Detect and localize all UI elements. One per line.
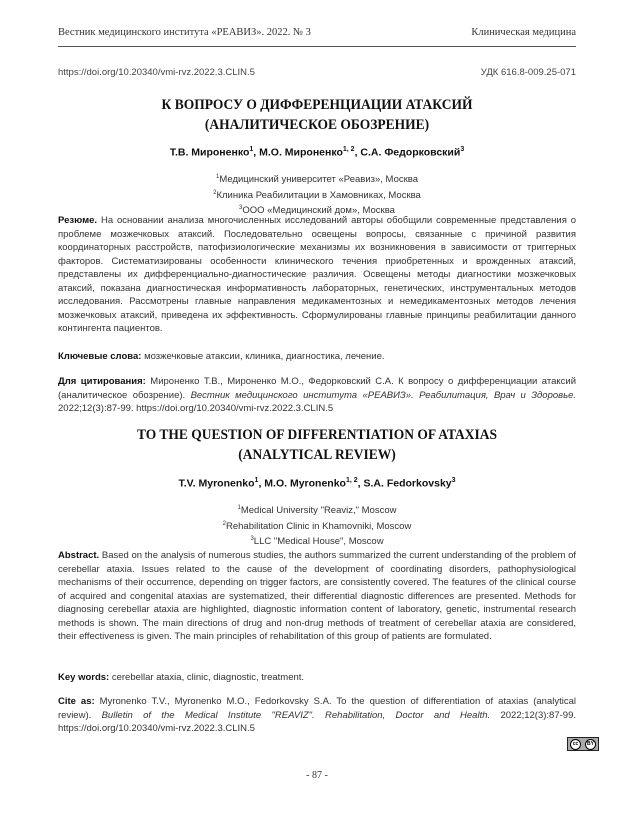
author-separator: , xyxy=(357,477,364,490)
affiliation-text: Rehabilitation Clinic in Khamovniki, Moscow xyxy=(226,520,412,532)
author-separator: , xyxy=(354,146,361,159)
affiliation-text: LLC "Medical House", Moscow xyxy=(253,536,384,548)
ru-keywords xyxy=(58,350,576,364)
author-affiliation-mark: 1, 2 xyxy=(342,146,355,153)
author-separator: , xyxy=(253,146,260,159)
affiliation-mark: 3 xyxy=(239,205,243,212)
author-name: S.A. Fedorkovsky xyxy=(363,477,452,490)
affiliation-text: Medical University "Reaviz," Moscow xyxy=(240,505,397,517)
en-keywords-text: cerebellar ataxia, clinic, diagnostic, treatment. xyxy=(111,672,305,683)
cc-icon: cc xyxy=(570,739,581,750)
en-abstract-text: Based on the analysis of numerous studies, the authors summarized the current understanding of the problem of cerebellar ataxia. Issues related to the cause of the development of coordinating disorders, pathophysiological mechanisms of their occurrence, depending on trigger factors, are consistently covered. The features of the clinical course of acquired and congenital ataxias are systematized, their differential diagnostic differences are presented. Methods for diagnosing cerebellar ataxia are highlighted, diagnostic information content of laboratory, genetic, instrumental research methods is shown. The main directions of drug and non-drug methods of treatment of cerebellar ataxia are considered, their effectiveness is given. The main principles of rehabilitation of this group of patients are formulated. xyxy=(58,550,576,642)
doi-link[interactable]: https://doi.org/10.20340/vmi-rvz.2022.3.CLIN.5 xyxy=(58,67,255,78)
en-title xyxy=(84,425,550,465)
ru-abstract-label: Резюме. xyxy=(58,215,98,226)
affiliation-mark: 1 xyxy=(237,505,241,511)
en-affiliations xyxy=(58,502,576,549)
affiliation-mark: 2 xyxy=(222,520,226,527)
article-meta xyxy=(58,67,576,78)
author-name: Т.В. Мироненко xyxy=(169,146,250,159)
en-cite-journal: Bulletin of the Medical Institute "REAVIZ". Rehabilitation, Doctor and Health. xyxy=(101,709,491,721)
affiliation-text: Клиника Реабилитации в Хамовниках, Москва xyxy=(216,189,421,201)
ru-title-line: К ВОПРОСУ О ДИФФЕРЕНЦИАЦИИ АТАКСИЙ xyxy=(161,97,473,113)
affiliation-text: Медицинский университет «Реавиз», Москва xyxy=(219,174,418,186)
cc-by-license-badge[interactable] xyxy=(567,737,599,751)
en-keywords-label: Key words: xyxy=(58,672,110,683)
ru-cite-journal: Вестник медицинского института «РЕАВИЗ». Реабилитация, Врач и Здоровье. xyxy=(190,389,577,401)
affiliation xyxy=(58,533,576,549)
ru-abstract xyxy=(58,214,576,336)
affiliation xyxy=(58,502,576,518)
en-abstract xyxy=(58,549,576,644)
ru-cite-text: Мироненко Т.В., Мироненко М.О., Федорковский С.А. К вопросу о дифференциации атаксий (аналитическое обозрение). xyxy=(58,376,577,401)
author-name: С.А. Федорковский xyxy=(360,146,461,159)
affiliation-mark: 3 xyxy=(250,536,254,543)
ru-authors xyxy=(58,146,576,159)
ru-keywords-text: мозжечковые атаксии, клиника, диагностика, лечение. xyxy=(144,351,385,362)
en-authors xyxy=(58,477,576,490)
ru-affiliations xyxy=(58,171,576,218)
page-number: - 87 - xyxy=(306,770,328,781)
author-affiliation-mark: 3 xyxy=(451,477,456,484)
header-divider xyxy=(58,46,576,47)
ru-cite-ref: 2022;12(3):87-99. https://doi.org/10.20340/vmi-rvz.2022.3.CLIN.5 xyxy=(58,403,334,414)
ru-abstract-text: На основании анализа многочисленных исследований авторы обобщили современные представления о проблеме мозжечковых атаксий. Последовательно освещены вопросы, связанные с причиной развития координаторных расстройств, патофизиологические механизмы их возникновения в зависимости от триггерных факторов. Систематизированы особенности клинического течения приобретенных и врожденных атаксий, представлены их дифференциально-диагностические различия. Освещены методы диагностики мозжечковых атаксий, показана диагностическая информативность лабораторных, генетических, инструментальных методов исследования. Рассмотрены главные направления медикаментозных и немедикаментозных методов лечения мозжечковых атаксий, приведена их эффективность. Сформулированы главные принципы реабилитации данного контингента пациентов. xyxy=(58,215,577,334)
en-cite-ref: 2022;12(3):87-99. https://doi.org/10.20340/vmi-rvz.2022.3.CLIN.5 xyxy=(58,709,576,734)
running-header xyxy=(58,27,576,38)
author-affiliation-mark: 1 xyxy=(254,477,259,484)
en-cite-label: Cite as: xyxy=(58,696,95,707)
section-name: Клиническая медицина xyxy=(471,27,576,38)
en-abstract-label: Abstract. xyxy=(58,550,100,561)
en-title-line: (ANALYTICAL REVIEW) xyxy=(238,447,396,463)
author-name: М.О. Мироненко xyxy=(259,146,343,159)
ru-title-line: (АНАЛИТИЧЕСКОЕ ОБОЗРЕНИЕ) xyxy=(204,117,430,133)
journal-name: Вестник медицинского института «РЕАВИЗ». 2022. № 3 xyxy=(58,27,311,38)
en-keywords xyxy=(58,671,576,685)
author-affiliation-mark: 3 xyxy=(460,146,465,153)
ru-citation xyxy=(58,375,576,416)
ru-title xyxy=(84,95,550,135)
en-title-line: TO THE QUESTION OF DIFFERENTIATION OF ATAXIAS xyxy=(136,427,498,443)
affiliation xyxy=(58,171,576,187)
ru-keywords-label: Ключевые слова: xyxy=(58,351,142,362)
by-attribution-icon: BY xyxy=(585,739,596,750)
author-name: M.O. Myronenko xyxy=(264,477,346,490)
affiliation xyxy=(58,187,576,203)
ru-cite-label: Для цитирования: xyxy=(58,376,146,387)
affiliation-mark: 2 xyxy=(213,189,217,196)
en-citation xyxy=(58,695,576,736)
author-affiliation-mark: 1 xyxy=(249,146,254,153)
affiliation xyxy=(58,518,576,534)
author-separator: , xyxy=(258,477,265,490)
affiliation-text: ООО «Медицинский дом», Москва xyxy=(242,205,395,217)
udk-code: УДК 616.8-009.25-071 xyxy=(480,67,576,78)
affiliation-mark: 1 xyxy=(216,174,220,180)
author-affiliation-mark: 1, 2 xyxy=(345,477,358,484)
en-cite-text: Myronenko T.V., Myronenko M.O., Fedorkovsky S.A. To the question of differentiation of ataxias (analytical review). xyxy=(58,696,576,721)
author-name: T.V. Myronenko xyxy=(178,477,255,490)
